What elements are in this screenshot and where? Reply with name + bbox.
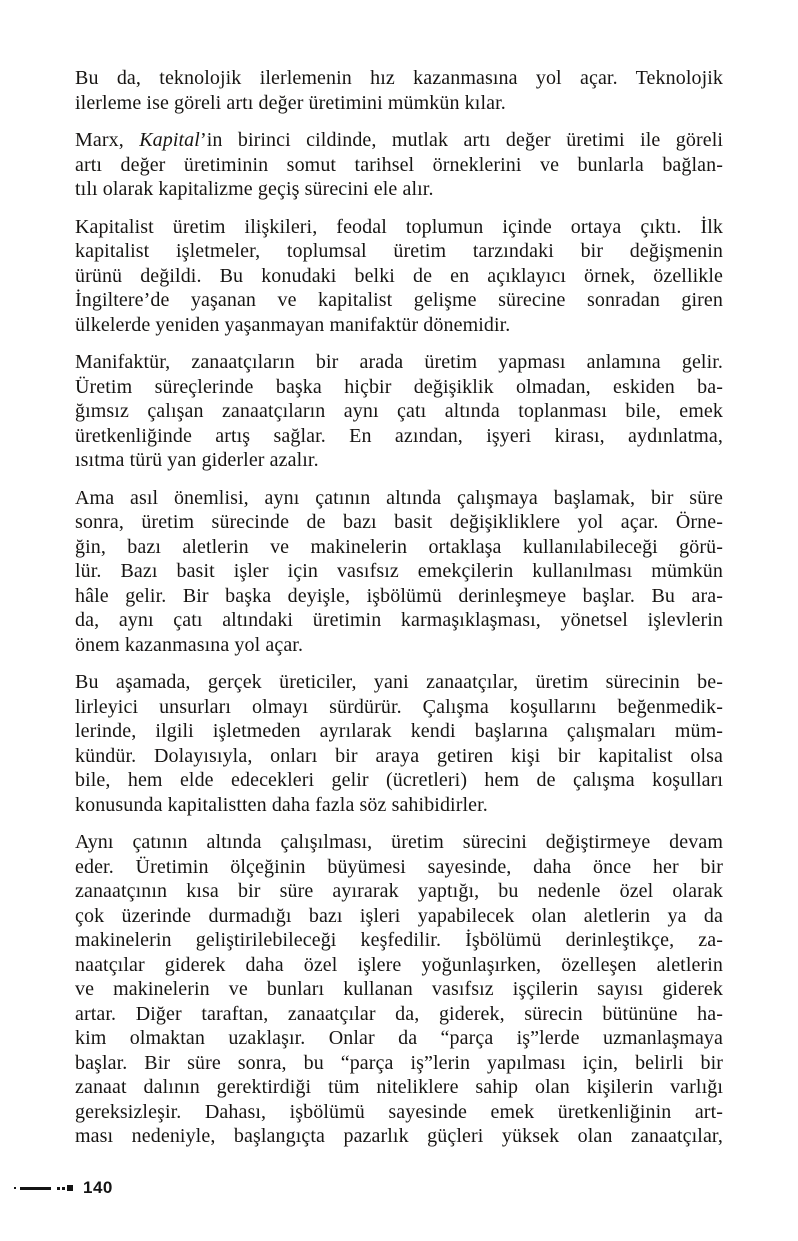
text-run: Bu da, teknolojik ilerlemenin hız kazanmasına yol açar. Teknolojik — [75, 67, 723, 89]
text-line — [75, 486, 723, 511]
text-run: ğin, bazı aletlerin ve makinelerin ortaklaşa kullanılabileceği görü- — [75, 535, 723, 558]
text-run: naatçılar giderek daha özel işlere yoğunlaşırken, özelleşen aletlerin — [75, 953, 723, 976]
text-line — [75, 928, 723, 953]
text-run: artar. Diğer taraftan, zanaatçılar da, giderek, sürecin bütününe ha- — [75, 1002, 723, 1025]
text-line — [75, 719, 723, 744]
text-run: ğımsız çalışan zanaatçıların aynı çatı altında toplanması bile, emek — [75, 400, 723, 422]
text-line — [75, 953, 723, 978]
text-line — [75, 239, 723, 264]
text-run: Ama asıl önemlisi, aynı çatının altında çalışmaya başlamak, bir süre — [75, 486, 723, 509]
text-run: ısıtma türü yan giderler azalır. — [75, 449, 319, 471]
footer-ornament-line-icon — [20, 1187, 51, 1190]
paragraph — [75, 670, 723, 817]
text-run: kim olmaktan uzaklaşır. Onlar da “parça iş”lerde uzmanlaşmaya — [75, 1027, 723, 1049]
footer-ornament-dot-icon — [14, 1187, 16, 1189]
text-line — [75, 91, 723, 116]
text-run: çok üzerinde durmadığı bazı işleri yapabilecek olan aletlerin ya da — [75, 904, 723, 927]
text-line — [75, 633, 723, 658]
text-run: Marx, — [75, 129, 140, 151]
text-line — [75, 977, 723, 1002]
text-line — [75, 744, 723, 769]
paragraph — [75, 350, 723, 473]
text-run: lirleyici unsurları olmayı sürdürür. Çalışma koşullarını beğenmedik- — [75, 695, 723, 718]
text-line — [75, 559, 723, 584]
text-run: İngiltere’de yaşanan ve kapitalist gelişme sürecine sonradan giren — [75, 289, 723, 311]
text-run: ülkelerde yeniden yaşanmayan manifaktür dönemidir. — [75, 313, 511, 336]
text-line — [75, 375, 723, 400]
text-line — [75, 399, 723, 424]
text-run: ürünü değildi. Bu konudaki belki de en açıklayıcı örnek, özellikle — [75, 264, 723, 287]
text-line — [75, 424, 723, 449]
text-line — [75, 128, 723, 153]
text-run: sonra, üretim sürecinde de bazı basit değişikliklere yol açar. Örne- — [75, 511, 723, 533]
text-line — [75, 1026, 723, 1051]
text-run: Manifaktür, zanaatçıların bir arada üretim yapması anlamına gelir. — [75, 351, 723, 373]
text-run: artı değer üretiminin somut tarihsel örneklerini ve bunlarla bağlan- — [75, 153, 723, 176]
text-run: Bu aşamada, gerçek üreticiler, yani zanaatçılar, üretim sürecinin be- — [75, 671, 723, 693]
text-line — [75, 768, 723, 793]
text-line — [75, 448, 723, 473]
text-run: başlar. Bir süre sonra, bu “parça iş”lerin yapılması için, belirli bir — [75, 1051, 723, 1074]
text-run: konusunda kapitalistten daha fazla söz sahibidirler. — [75, 793, 488, 816]
text-line — [75, 904, 723, 929]
text-run: zanaatçının kısa bir süre ayırarak yaptığı, bu nedenle özel olarak — [75, 880, 723, 902]
text-run: Aynı çatının altında çalışılması, üretim sürecini değiştirmeye devam — [75, 831, 723, 853]
text-run: Üretim süreçlerinde başka hiçbir değişiklik olmadan, eskiden ba- — [75, 375, 723, 398]
paragraph — [75, 215, 723, 338]
text-run: üretkenliğinde artış sağlar. En azından, işyeri kirası, aydınlatma, — [75, 424, 723, 447]
text-line — [75, 1100, 723, 1125]
text-run: hâle gelir. Bir başka deyişle, işbölümü derinleşmeye başlar. Bu ara- — [75, 584, 723, 607]
text-run: Kapitalist üretim ilişkileri, feodal toplumun içinde ortaya çıktı. İlk — [75, 215, 723, 238]
text-line — [75, 879, 723, 904]
text-run: ilerleme ise göreli artı değer üretimini mümkün kılar. — [75, 91, 506, 114]
text-line — [75, 66, 723, 91]
page-number: 140 — [83, 1178, 113, 1197]
text-line — [75, 695, 723, 720]
text-line — [75, 510, 723, 535]
text-run: tılı olarak kapitalizme geçiş sürecini ele alır. — [75, 178, 434, 200]
paragraph — [75, 66, 723, 115]
text-line — [75, 288, 723, 313]
text-run: lerinde, ilgili işletmeden ayrılarak kendi başlarına çalışmaları müm- — [75, 720, 723, 742]
text-line — [75, 608, 723, 633]
text-run: zanaat dalının gerektirdiği tüm niteliklere sahip olan kişilerin varlığı — [75, 1076, 723, 1098]
paragraph — [75, 830, 723, 1149]
text-line — [75, 350, 723, 375]
text-line — [75, 313, 723, 338]
text-run: ması nedeniyle, başlangıçta pazarlık güçleri yüksek olan zanaatçılar, — [75, 1125, 723, 1147]
text-run: da, aynı çatı altındaki üretimin karmaşıklaşması, yönetsel işlevlerin — [75, 609, 723, 631]
footer-ornament-squares-icon — [55, 1185, 73, 1191]
paragraph — [75, 128, 723, 202]
text-line — [75, 215, 723, 240]
italic-book-title: Kapital — [139, 129, 200, 151]
page-text — [75, 66, 723, 1162]
text-run: bile, hem elde edecekleri gelir (ücretleri) hem de çalışma koşulları — [75, 769, 723, 791]
text-line — [75, 1002, 723, 1027]
text-run: eder. Üretimin ölçeğinin büyümesi sayesinde, daha önce her bir — [75, 855, 723, 878]
text-line — [75, 264, 723, 289]
text-line — [75, 1051, 723, 1076]
text-run: kündür. Dolayısıyla, onları bir araya getiren kişi bir kapitalist olsa — [75, 744, 723, 767]
text-run: ve makinelerin ve bunları kullanan vasıfsız işçilerin sayısı giderek — [75, 978, 723, 1000]
text-run: önem kazanmasına yol açar. — [75, 633, 304, 656]
text-line — [75, 535, 723, 560]
text-line — [75, 153, 723, 178]
text-run: ’in birinci cildinde, mutlak artı değer üretimi ile göreli — [199, 129, 724, 151]
text-line — [75, 855, 723, 880]
text-run: gereksizleşir. Dahası, işbölümü sayesinde emek üretkenliğinin art- — [75, 1100, 723, 1123]
text-run: makinelerin geliştirilebileceği keşfedilir. İşbölümü derinleştikçe, za- — [75, 929, 723, 951]
text-line — [75, 793, 723, 818]
text-line — [75, 1075, 723, 1100]
text-line — [75, 1124, 723, 1149]
text-line — [75, 177, 723, 202]
text-run: kapitalist işletmeler, toplumsal üretim tarzındaki bir değişmenin — [75, 240, 723, 262]
paragraph — [75, 486, 723, 658]
text-line — [75, 670, 723, 695]
text-line — [75, 830, 723, 855]
text-line — [75, 584, 723, 609]
page-footer — [14, 1177, 113, 1199]
text-run: lür. Bazı basit işler için vasıfsız emekçilerin kullanılması mümkün — [75, 560, 723, 582]
